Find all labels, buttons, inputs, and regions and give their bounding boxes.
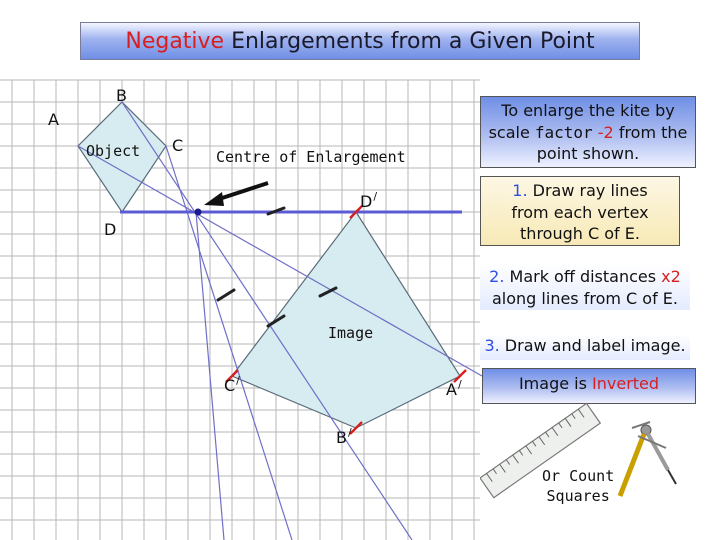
inverted-text: Image is [518, 374, 593, 393]
intro-line1: To enlarge the kite by [501, 101, 675, 120]
step1-num: 1. [512, 181, 528, 200]
intro-line3: point shown. [536, 144, 640, 164]
step1-box [480, 176, 680, 246]
label-d-prime [360, 192, 377, 211]
step3-num: 3. [484, 336, 500, 355]
prime-mark: / [236, 374, 240, 387]
count-squares-text [540, 466, 616, 507]
page-title [80, 22, 640, 60]
intro-factor: factor [534, 122, 593, 142]
label-b-prime [336, 428, 352, 447]
step2-num: 2. [489, 267, 505, 286]
intro-line2-b: from the [613, 122, 688, 142]
inverted-word: Inverted [592, 374, 660, 393]
count-line2: Squares [546, 487, 610, 506]
inverted-box [482, 368, 696, 404]
prime-mark: / [347, 426, 352, 439]
step3-box [480, 334, 690, 360]
title-accent: Negative [125, 28, 225, 54]
title-rest: Enlargements from a Given Point [224, 28, 595, 54]
tools-illustration [480, 400, 720, 530]
step1-text: Draw ray lines [532, 181, 648, 200]
label-d: D [104, 220, 117, 239]
step3-text: Draw and label image. [504, 336, 686, 355]
prime-mark: / [457, 378, 462, 391]
step2-line2: along lines from C of E. [492, 288, 678, 308]
label-object: Object [86, 142, 141, 160]
intro-line2-a: scale [488, 122, 535, 142]
arrow-icon [204, 183, 268, 206]
intro-line2 [481, 122, 695, 144]
step1-line2: from each vertex [511, 202, 649, 222]
count-line1: Or Count [542, 467, 615, 485]
centre-point [195, 209, 202, 216]
label-a-prime [446, 380, 462, 399]
label-b: B [116, 86, 127, 105]
step1-line1 [481, 180, 679, 202]
label-a: A [48, 110, 59, 129]
label-c-prime-letter: C [224, 376, 236, 395]
prime-mark: / [373, 190, 378, 203]
intro-box [480, 96, 696, 168]
step2-text: Mark off distances [509, 267, 662, 286]
label-d-prime-letter: D [360, 192, 373, 211]
step2-x2: x2 [661, 267, 681, 286]
intro-scale: -2 [597, 122, 614, 142]
label-b-prime-letter: B [336, 428, 347, 447]
step1-line3: through C of E. [520, 224, 640, 244]
label-image: Image [328, 324, 374, 342]
label-c: C [172, 136, 184, 155]
compass-icon [620, 422, 676, 496]
step2-line1 [480, 266, 690, 288]
step2-box [480, 264, 690, 310]
label-a-prime-letter: A [446, 380, 457, 399]
label-centre: Centre of Enlargement [216, 148, 406, 166]
label-c-prime [224, 376, 240, 395]
